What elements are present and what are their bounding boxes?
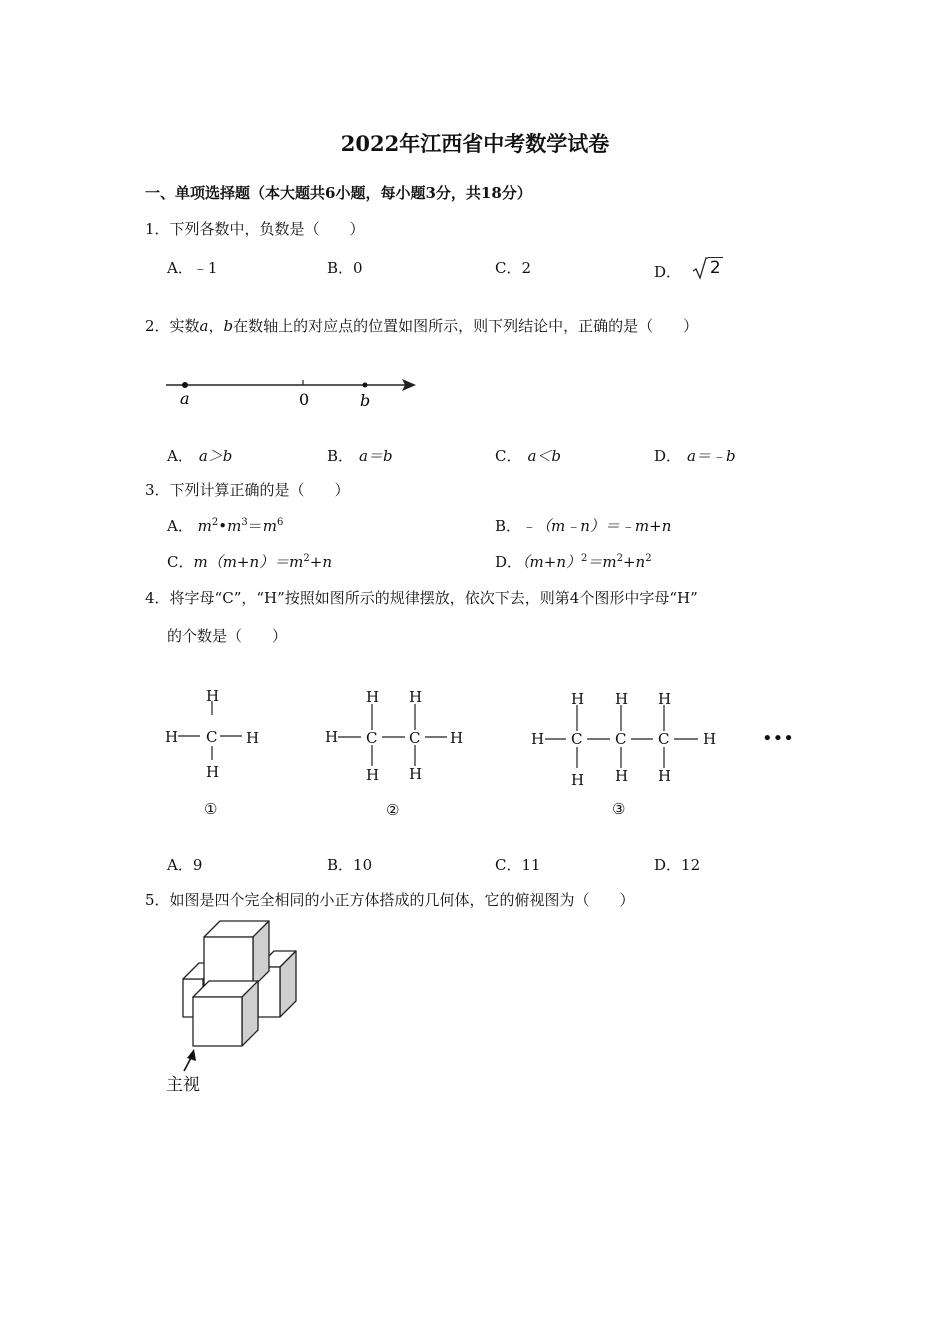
m2-h-bottom-1: H	[366, 766, 380, 784]
fig-label-2: ②	[386, 801, 400, 819]
m3-h-bottom-2: H	[615, 767, 629, 785]
m3-c-3: C	[658, 730, 670, 748]
q1-sqrt-radicand: 2	[709, 258, 721, 278]
molecule-figures	[150, 680, 810, 825]
m1-h-bottom: H	[206, 763, 220, 781]
label-zero: 0	[299, 390, 310, 409]
q2-option-a	[167, 445, 232, 466]
q3-option-d-prefix: D．	[495, 553, 523, 571]
m3-h-right: H	[703, 730, 717, 748]
q3-option-d-exp1: 2	[580, 553, 588, 564]
q3-a-exp2: 3	[241, 517, 248, 528]
q2-option-a-expr: a＞b	[198, 447, 233, 465]
q3-option-d-expr: （m+n）	[522, 553, 581, 571]
point-b	[363, 383, 368, 388]
q3-a-eq: ＝	[247, 517, 263, 535]
m3-h-bottom-1: H	[571, 771, 585, 789]
q2-option-d	[654, 445, 736, 466]
q4-option-c: C．11	[495, 856, 541, 874]
q4-option-d: D．12	[654, 856, 701, 874]
q3-option-c-expr: m（m+n）＝m	[193, 553, 304, 571]
q3-a-m1: m	[197, 517, 212, 535]
q2-option-c-expr: a＜b	[527, 447, 562, 465]
q4-option-a: A．9	[167, 856, 203, 874]
q3-option-d	[495, 551, 652, 572]
q3-option-b-prefix: B．	[495, 517, 522, 535]
number-line-diagram	[160, 368, 430, 412]
q3-option-c	[167, 551, 332, 572]
q1-option-c: C．2	[495, 259, 532, 277]
sqrt-symbol	[692, 257, 708, 281]
m3-h-left: H	[531, 730, 545, 748]
fig-label-1: ①	[204, 800, 218, 818]
q2-option-d-prefix: D．	[654, 447, 682, 465]
q2-var-a: a	[199, 317, 209, 335]
q3-a-m3: m	[262, 517, 277, 535]
molecule-2	[338, 704, 447, 766]
q3-option-c-prefix: C．	[167, 553, 194, 571]
q3-option-c-exp: 2	[303, 553, 310, 564]
m2-h-right: H	[450, 729, 464, 747]
m2-h-top-2: H	[409, 688, 423, 706]
q3-a-exp3: 6	[276, 517, 284, 528]
page-title: 2022年江西省中考数学试卷	[340, 131, 610, 156]
q3-option-d-exp2: 2	[616, 553, 623, 564]
m3-c-1: C	[571, 730, 583, 748]
label-a: a	[180, 389, 190, 408]
m1-c: C	[206, 728, 218, 746]
point-a	[182, 382, 188, 388]
q1-option-a: A．﹣1	[167, 259, 218, 277]
q3-option-d-mid: ＝m	[587, 553, 617, 571]
q1-option-d-prefix: D．	[654, 263, 682, 281]
q2-option-c	[495, 445, 561, 466]
q3-option-b	[495, 515, 671, 536]
q4-option-b: B．10	[327, 856, 373, 874]
m3-h-top-3: H	[658, 690, 672, 708]
view-arrow-head	[187, 1049, 196, 1061]
cube-stack-diagram	[160, 915, 310, 1105]
q1-option-d	[654, 257, 723, 282]
q3-option-d-tail: +n	[622, 553, 646, 571]
q2-stem-part3: 在数轴上的对应点的位置如图所示，则下列结论中，正确的是（ ）	[233, 317, 699, 335]
m2-c-1: C	[366, 729, 378, 747]
m2-h-left: H	[325, 728, 339, 746]
m2-h-top-1: H	[366, 688, 380, 706]
m3-h-top-2: H	[615, 690, 629, 708]
m3-h-top-1: H	[571, 690, 585, 708]
q2-var-b: b	[223, 317, 234, 335]
cube-top-front	[204, 937, 253, 987]
q2-option-b-prefix: B．	[327, 447, 354, 465]
q2-option-a-prefix: A．	[167, 447, 193, 465]
label-b: b	[360, 391, 371, 410]
ellipsis: •••	[762, 728, 794, 749]
q3-option-a	[167, 515, 283, 536]
question-3-stem: 3．下列计算正确的是（ ）	[145, 481, 350, 499]
q3-option-c-tail: +n	[309, 553, 332, 571]
m1-h-right: H	[246, 729, 260, 747]
q2-option-d-expr: a＝﹣b	[687, 447, 736, 465]
q3-option-b-expr: ﹣（m﹣n）＝﹣m+n	[521, 517, 672, 535]
section-heading: 一、单项选择题（本大题共6小题，每小题3分，共18分）	[145, 184, 532, 202]
q3-option-d-exp3: 2	[645, 553, 652, 564]
m1-h-left: H	[165, 728, 179, 746]
fig-label-3: ③	[612, 800, 626, 818]
q3-option-a-prefix: A．	[167, 517, 193, 535]
m3-c-2: C	[615, 730, 627, 748]
question-4-stem-line1: 4．将字母“C”，“H”按照如图所示的规律摆放，依次下去，则第4个图形中字母“H”	[145, 589, 698, 607]
front-view-label: 主视	[166, 1075, 200, 1095]
m1-h-top: H	[206, 687, 220, 705]
q2-option-c-prefix: C．	[495, 447, 522, 465]
q3-a-dot: •	[218, 517, 228, 535]
q2-option-b	[327, 445, 393, 466]
m2-h-bottom-2: H	[409, 765, 423, 783]
m2-c-2: C	[409, 729, 421, 747]
cube-front-front	[193, 997, 242, 1046]
q2-stem-part2: ，	[208, 317, 224, 335]
question-4-stem-line2: 的个数是（ ）	[167, 627, 288, 645]
q1-option-b: B．0	[327, 259, 363, 277]
question-1-stem: 1．下列各数中，负数是（ ）	[145, 220, 365, 238]
q2-option-b-expr: a＝b	[359, 447, 393, 465]
q3-a-exp1: 2	[211, 517, 219, 528]
m3-h-bottom-3: H	[658, 767, 672, 785]
question-2-stem	[145, 315, 698, 336]
q3-a-m2: m	[227, 517, 242, 535]
q2-stem-part1: 2．实数	[145, 317, 200, 335]
question-5-stem: 5．如图是四个完全相同的小正方体搭成的几何体，它的俯视图为（ ）	[145, 891, 635, 909]
